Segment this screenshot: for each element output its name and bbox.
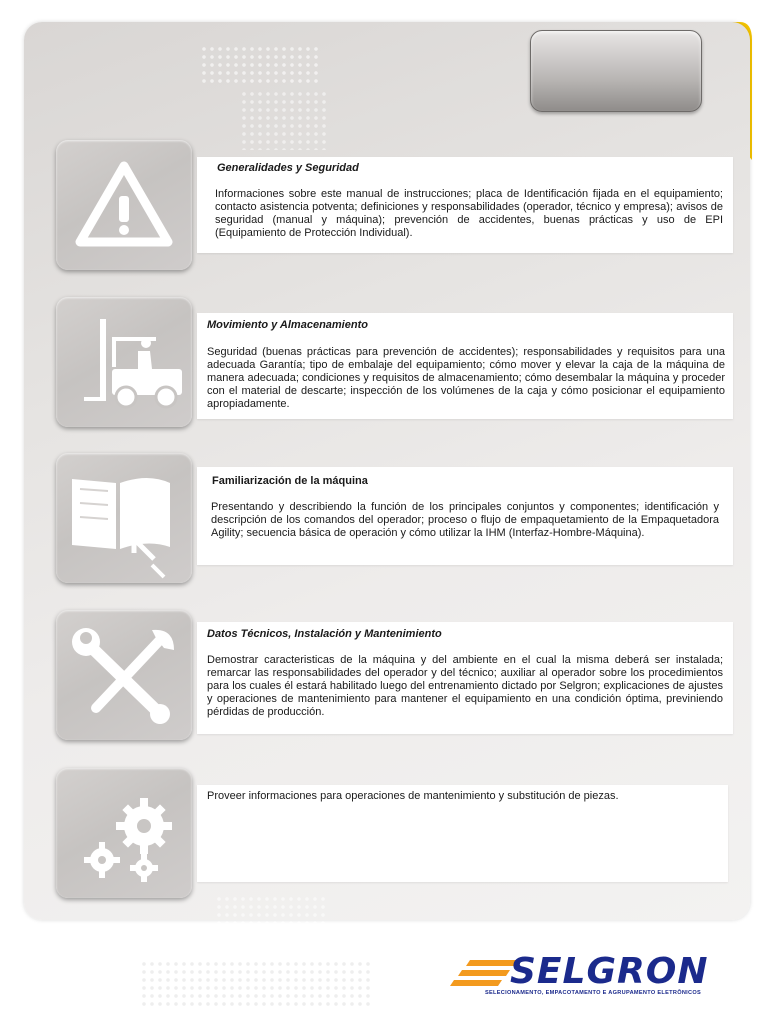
section-icon-tile <box>56 453 192 583</box>
selgron-logo-mark <box>448 954 518 994</box>
warning-triangle-icon <box>56 140 192 270</box>
section-title: Datos Técnicos, Instalación y Mantenimiento <box>207 628 442 640</box>
section-text-box <box>197 157 733 253</box>
logo-tagline: SELECIONAMENTO, EMPACOTAMENTO E AGRUPAMENTO ELETRÔNICOS <box>484 990 702 996</box>
decorative-dots <box>200 45 320 85</box>
section-text-box <box>197 785 728 882</box>
selgron-logo <box>448 952 738 1000</box>
open-book-icon <box>56 453 192 583</box>
section-icon-tile <box>56 297 192 427</box>
section-icon-tile <box>56 768 192 898</box>
wrench-screwdriver-icon <box>56 610 192 740</box>
section-title: Familiarización de la máquina <box>212 475 368 487</box>
gears-icon <box>56 768 192 898</box>
decorative-dots <box>140 960 370 1010</box>
section-text-box <box>197 467 733 565</box>
section-description: Informaciones sobre este manual de instrucciones; placa de Identificación fijada en el equipamiento; contacto asistencia potventa; definiciones y responsabilidades (operador, técnico y empresa); avisos de seguridad (manual y máquina); prevención de accidentes, buenas prácticas y uso de EPI (Equipamiento de Protección Individual). <box>215 188 723 239</box>
forklift-icon <box>56 297 192 427</box>
section-description: Seguridad (buenas prácticas para prevención de accidentes); responsabilidades y requisitos para una adecuada Garantía; tipo de embalaje del equipamiento; cómo mover y elevar la caja de la máquina de manera adecuada; condiciones y requisitos de almacenamiento; cómo desembalar la máquina y proceder con el material de descarte; inspección de los volúmenes de la caja y cómo posicionar el equipamiento apropiadamente. <box>207 346 725 410</box>
section-icon-tile <box>56 140 192 270</box>
section-title: Movimiento y Almacenamiento <box>207 319 368 331</box>
section-description: Proveer informaciones para operaciones de mantenimiento y substitución de piezas. <box>207 790 619 802</box>
decorative-dots <box>240 90 330 150</box>
section-title: Generalidades y Seguridad <box>217 162 359 174</box>
decorative-dots <box>215 895 325 945</box>
header-label-box <box>530 30 702 112</box>
section-description: Presentando y describiendo la función de los principales conjuntos y componentes; identificación y descripción de los comandos del operador; proceso o flujo de empaquetamiento de la Empaquetadora Agility; secuencia básica de operación y cómo utilizar la IHM (Interfaz-Hombre-Máquina). <box>211 501 719 539</box>
section-description: Demostrar caracteristicas de la máquina y del ambiente en el cual la misma deberá ser instalada; remarcar las responsabilidades del operador y del técnico; auxiliar al operador sobre los procedimientos para los cuales él estará habilitado luego del entrenamiento dictado por Selgron; explicaciones de ajustes y operaciones de mantenimiento para mantener el equipamiento en una condición óptima, previniendo pérdidas de producción. <box>207 654 723 718</box>
section-text-box <box>197 622 733 734</box>
section-text-box <box>197 313 733 419</box>
section-icon-tile <box>56 610 192 740</box>
logo-wordmark: SELGRON <box>510 951 709 992</box>
